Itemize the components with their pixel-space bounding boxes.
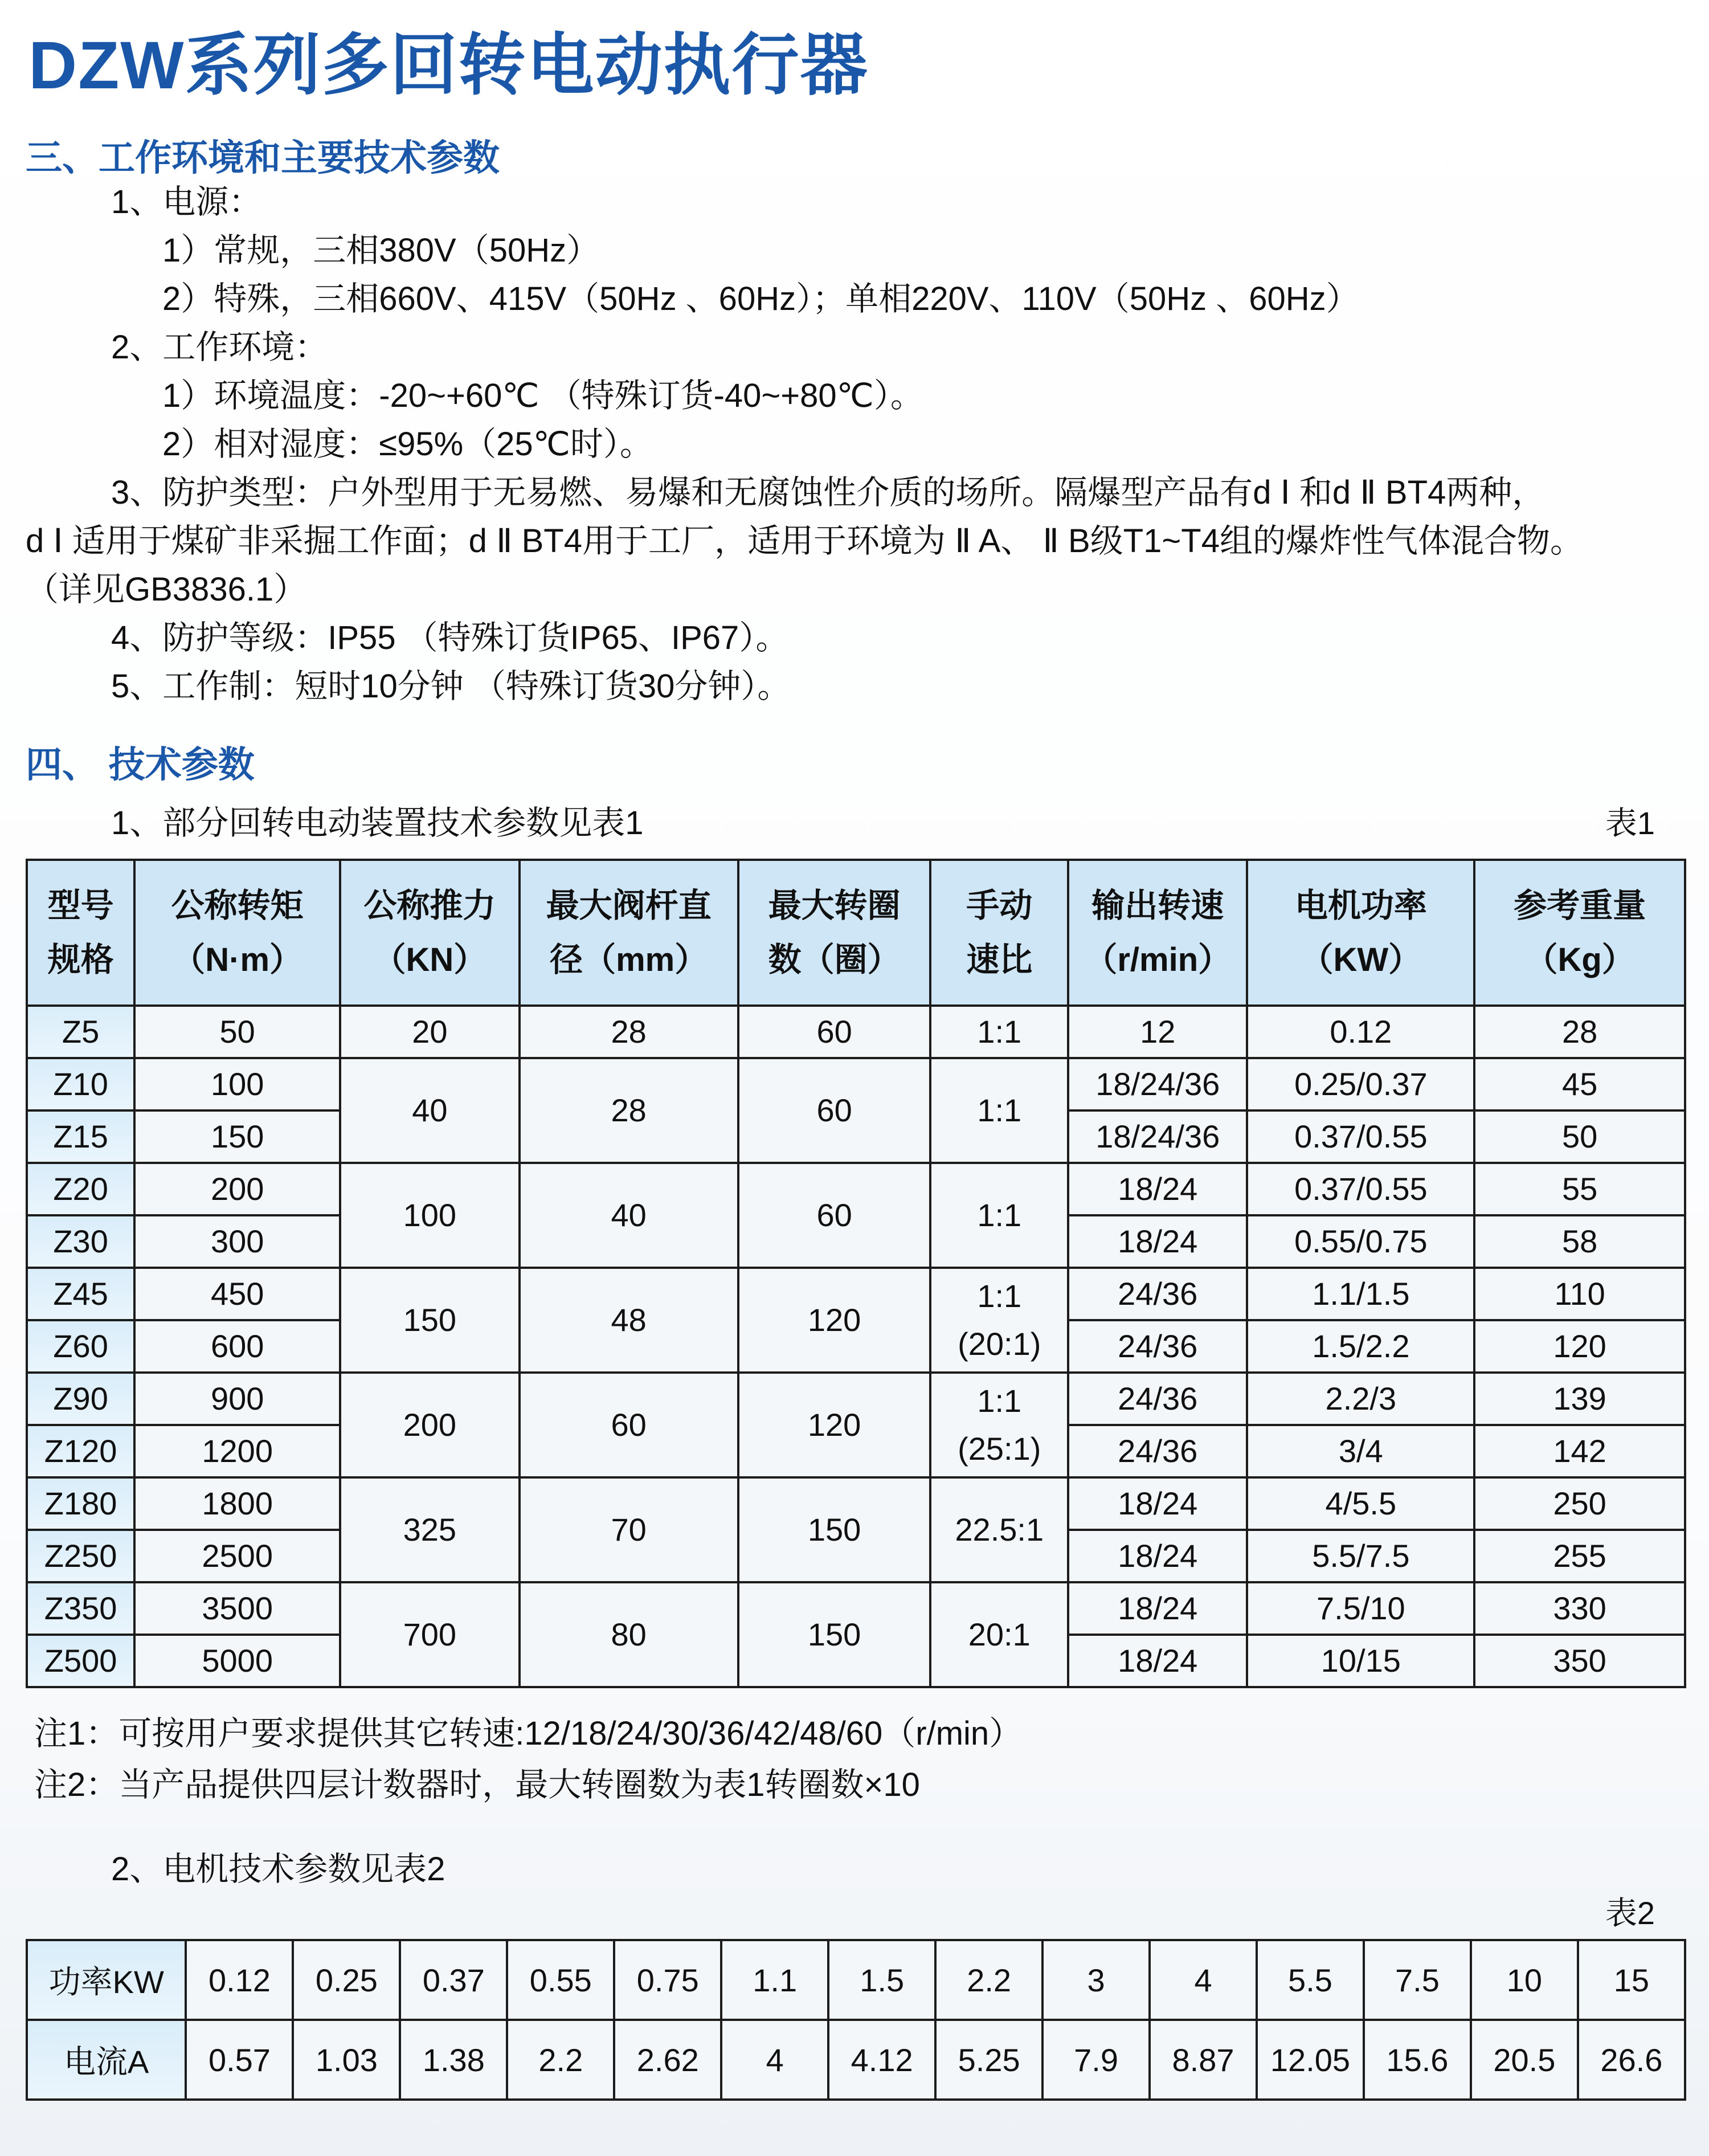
table1-model-cell: Z15 (27, 1110, 134, 1163)
table1-column-header: 型号 规格 (27, 860, 134, 1006)
table2-intro: 2、电机技术参数见表2 (111, 1851, 445, 1888)
table1-column-header: 最大阀杆直 径（mm） (520, 860, 738, 1006)
table2-cell: 2.2 (935, 1940, 1042, 2020)
table1-model-cell: Z45 (27, 1268, 134, 1320)
table1-cell: 28 (520, 1006, 738, 1058)
table2-cell: 2.62 (614, 2020, 721, 2100)
table1-cell: 0.55/0.75 (1247, 1215, 1474, 1268)
table1-cell: 3/4 (1247, 1425, 1474, 1477)
table1-cell: 2.2/3 (1247, 1373, 1474, 1425)
table1-cell: 100 (340, 1163, 519, 1268)
table1-cell: 70 (520, 1477, 738, 1582)
section3-heading: 三、工作环境和主要技术参数 (26, 137, 500, 178)
table1-cell: 80 (520, 1582, 738, 1687)
table1-model-cell: Z10 (27, 1058, 134, 1110)
table1-cell: 24/36 (1068, 1268, 1247, 1320)
table1-cell: 1:1 (930, 1006, 1068, 1058)
table1-model-cell: Z90 (27, 1373, 134, 1425)
table1-row (27, 1268, 1685, 1320)
table1-cell: 150 (738, 1582, 931, 1687)
table1-label: 表1 (1605, 805, 1655, 842)
table1-cell: 18/24 (1068, 1582, 1247, 1635)
table1-intro-row (26, 799, 1686, 847)
table1-cell: 50 (134, 1006, 340, 1058)
table1-cell: 60 (520, 1373, 738, 1477)
table1-cell: 200 (340, 1373, 519, 1477)
table2-cell: 20.5 (1471, 2020, 1578, 2100)
table1-cell: 120 (1474, 1320, 1685, 1373)
table1-cell: 50 (1474, 1110, 1685, 1163)
table1-cell: 150 (738, 1477, 931, 1582)
table1-cell: 0.37/0.55 (1247, 1110, 1474, 1163)
table1-cell: 5000 (134, 1635, 340, 1687)
table1-cell: 1:1 (930, 1163, 1068, 1268)
table1-cell: 20 (340, 1006, 519, 1058)
table1-cell: 450 (134, 1268, 340, 1320)
table2-cell: 0.12 (186, 1940, 293, 2020)
table2 (26, 1939, 1686, 2101)
table1-note: 注1：可按用户要求提供其它转速:12/18/24/30/36/42/48/60（r/min） (34, 1715, 1023, 1753)
table2-cell: 12.05 (1257, 2020, 1364, 2100)
table1-cell: 2500 (134, 1530, 340, 1582)
table1-cell: 3500 (134, 1582, 340, 1635)
table1-cell: 20:1 (930, 1582, 1068, 1687)
table2-cell: 0.55 (507, 1940, 614, 2020)
table1 (26, 859, 1686, 1688)
table1-cell: 18/24 (1068, 1163, 1247, 1215)
table1-model-cell: Z20 (27, 1163, 134, 1215)
table1-column-header: 电机功率 （KW） (1247, 860, 1474, 1006)
table1-cell: 600 (134, 1320, 340, 1373)
table1-cell: 40 (520, 1163, 738, 1268)
table1-cell: 22.5:1 (930, 1477, 1068, 1582)
table1-cell: 18/24 (1068, 1477, 1247, 1530)
table1-cell: 18/24/36 (1068, 1110, 1247, 1163)
table1-model-cell: Z250 (27, 1530, 134, 1582)
table1-cell: 120 (738, 1268, 931, 1373)
text-line: 5、工作制：短时10分钟 （特殊订货30分钟）。 (111, 667, 791, 705)
table1-cell: 330 (1474, 1582, 1685, 1635)
table1-cell: 142 (1474, 1425, 1685, 1477)
table1-cell: 12 (1068, 1006, 1247, 1058)
table2-cell: 10 (1471, 1940, 1578, 2020)
table1-cell: 139 (1474, 1373, 1685, 1425)
text-line: 2）相对湿度：≤95%（25℃时）。 (162, 425, 653, 463)
table1-column-header: 参考重量 （Kg） (1474, 860, 1685, 1006)
section4-heading: 四、 技术参数 (26, 744, 255, 785)
table1-cell: 250 (1474, 1477, 1685, 1530)
table1-cell: 150 (134, 1110, 340, 1163)
table1-model-cell: Z60 (27, 1320, 134, 1373)
text-line: （详见GB3836.1） (26, 570, 307, 608)
table2-cell: 8.87 (1150, 2020, 1257, 2100)
text-line: 2、工作环境： (111, 328, 328, 366)
table1-cell: 110 (1474, 1268, 1685, 1320)
table1-cell: 28 (1474, 1006, 1685, 1058)
page-title: DZW系列多回转电动执行器 (28, 28, 869, 103)
table1-cell: 1.1/1.5 (1247, 1268, 1474, 1320)
table2-row (27, 1940, 1685, 2020)
table1-cell: 0.25/0.37 (1247, 1058, 1474, 1110)
table1-cell: 700 (340, 1582, 519, 1687)
table2-cell: 2.2 (507, 2020, 614, 2100)
table1-cell: 900 (134, 1373, 340, 1425)
table1-model-cell: Z180 (27, 1477, 134, 1530)
table2-cell: 0.57 (186, 2020, 293, 2100)
table2-cell: 1.1 (721, 1940, 828, 2020)
table2-cell: 1.5 (828, 1940, 935, 2020)
table2-cell: 1.38 (400, 2020, 507, 2100)
table2-cell: 26.6 (1578, 2020, 1685, 2100)
table1-cell: 1800 (134, 1477, 340, 1530)
text-line: 4、防护等级：IP55 （特殊订货IP65、IP67）。 (111, 619, 789, 656)
table1-cell: 24/36 (1068, 1320, 1247, 1373)
table1-cell: 58 (1474, 1215, 1685, 1268)
table1-column-header: 输出转速 （r/min） (1068, 860, 1247, 1006)
table1-row (27, 1373, 1685, 1425)
table2-cell: 0.25 (293, 1940, 400, 2020)
table1-cell: 60 (738, 1058, 931, 1163)
table1-note: 注2：当产品提供四层计数器时，最大转圈数为表1转圈数×10 (34, 1766, 920, 1804)
table1-cell: 325 (340, 1477, 519, 1582)
table1-cell: 48 (520, 1268, 738, 1373)
table1-cell: 200 (134, 1163, 340, 1215)
table1-cell: 40 (340, 1058, 519, 1163)
table1-column-header: 公称转矩 （N·m） (134, 860, 340, 1006)
table2-cell: 5.25 (935, 2020, 1042, 2100)
text-line: d Ⅰ 适用于煤矿非采掘工作面；d Ⅱ BT4用于工厂，适用于环境为 Ⅱ A、 Ⅱ B级T1~T4组的爆炸性气体混合物。 (26, 522, 1583, 560)
table1-column-header: 公称推力 （KN） (340, 860, 519, 1006)
table2-cell: 15 (1578, 1940, 1685, 2020)
table1-cell: 55 (1474, 1163, 1685, 1215)
table1-cell: 350 (1474, 1635, 1685, 1687)
table1-cell: 120 (738, 1373, 931, 1477)
table2-cell: 5.5 (1257, 1940, 1364, 2020)
table2-cell: 3 (1042, 1940, 1150, 2020)
table1-row (27, 1582, 1685, 1635)
table2-row-header: 电流A (27, 2020, 186, 2100)
text-line: 1、电源： (111, 183, 262, 220)
table1-cell: 28 (520, 1058, 738, 1163)
table1-cell: 1:1 (25:1) (930, 1373, 1068, 1477)
text-line: 1）常规，三相380V（50Hz） (162, 231, 600, 269)
table1-cell: 18/24/36 (1068, 1058, 1247, 1110)
table2-label: 表2 (1605, 1895, 1655, 1932)
table2-cell: 0.37 (400, 1940, 507, 2020)
table1-cell: 255 (1474, 1530, 1685, 1582)
table1-row (27, 1163, 1685, 1215)
table1-cell: 18/24 (1068, 1635, 1247, 1687)
table1-cell: 4/5.5 (1247, 1477, 1474, 1530)
table1-cell: 1.5/2.2 (1247, 1320, 1474, 1373)
table1-cell: 10/15 (1247, 1635, 1474, 1687)
table2-cell: 15.6 (1364, 2020, 1471, 2100)
table2-cell: 1.03 (293, 2020, 400, 2100)
text-line: 2）特殊，三相660V、415V（50Hz 、60Hz）；单相220V、110V（50Hz 、60Hz） (162, 280, 1359, 317)
table1-cell: 45 (1474, 1058, 1685, 1110)
table1-model-cell: Z500 (27, 1635, 134, 1687)
table2-cell: 7.9 (1042, 2020, 1150, 2100)
table1-cell: 24/36 (1068, 1373, 1247, 1425)
table1-cell: 18/24 (1068, 1215, 1247, 1268)
table1-cell: 300 (134, 1215, 340, 1268)
table1-model-cell: Z350 (27, 1582, 134, 1635)
table2-row-header: 功率KW (27, 1940, 186, 2020)
table2-cell: 4.12 (828, 2020, 935, 2100)
table1-cell: 7.5/10 (1247, 1582, 1474, 1635)
table1-intro: 1、部分回转电动装置技术参数见表1 (111, 805, 644, 842)
table1-cell: 5.5/7.5 (1247, 1530, 1474, 1582)
table2-row (27, 2020, 1685, 2100)
table2-cell: 4 (1150, 1940, 1257, 2020)
table1-row (27, 1058, 1685, 1110)
table1-cell: 60 (738, 1163, 931, 1268)
table2-label-row (26, 1893, 1686, 1933)
table1-model-cell: Z30 (27, 1215, 134, 1268)
table1-cell: 100 (134, 1058, 340, 1110)
table1-cell: 1:1 (930, 1058, 1068, 1163)
table1-cell: 18/24 (1068, 1530, 1247, 1582)
section3-body (26, 178, 1686, 710)
table1-column-header: 最大转圈 数（圈） (738, 860, 931, 1006)
table1-notes (26, 1708, 1686, 1811)
table1-row (27, 1006, 1685, 1058)
table2-cell: 4 (721, 2020, 828, 2100)
table2-cell: 7.5 (1364, 1940, 1471, 2020)
table1-cell: 0.12 (1247, 1006, 1474, 1058)
text-line: 3、防护类型：户外型用于无易燃、易爆和无腐蚀性介质的场所。隔爆型产品有d Ⅰ 和d Ⅱ BT4两种， (111, 473, 1546, 511)
text-line: 1）环境温度：-20~+60℃ （特殊订货-40~+80℃）。 (162, 377, 923, 414)
table1-cell: 24/36 (1068, 1425, 1247, 1477)
table1-column-header: 手动 速比 (930, 860, 1068, 1006)
table1-row (27, 1477, 1685, 1530)
table2-intro-row (26, 1845, 1686, 1893)
table1-cell: 150 (340, 1268, 519, 1373)
table1-header-row (27, 860, 1685, 1006)
table1-cell: 0.37/0.55 (1247, 1163, 1474, 1215)
table1-cell: 60 (738, 1006, 931, 1058)
table1-cell: 1200 (134, 1425, 340, 1477)
table1-cell: 1:1 (20:1) (930, 1268, 1068, 1373)
table1-model-cell: Z5 (27, 1006, 134, 1058)
table2-cell: 0.75 (614, 1940, 721, 2020)
table1-model-cell: Z120 (27, 1425, 134, 1477)
